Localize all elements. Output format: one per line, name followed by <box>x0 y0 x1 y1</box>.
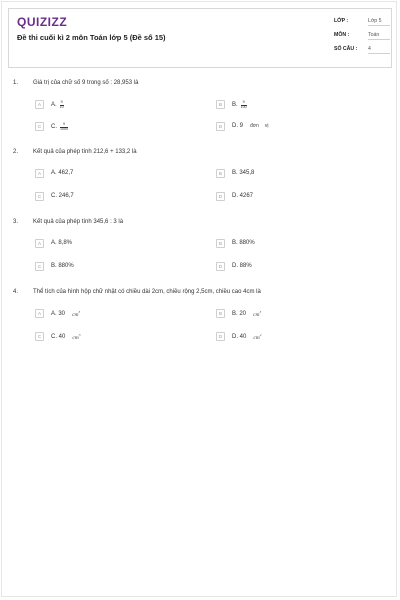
meta-label: SỐ CÂU : <box>334 46 358 52</box>
option-checkbox[interactable]: C <box>35 122 44 131</box>
option-label: A. 462,7 <box>51 170 74 176</box>
option-checkbox[interactable]: A <box>35 100 44 109</box>
option-checkbox[interactable]: A <box>35 169 44 178</box>
option-label: D. 40 <box>232 333 247 340</box>
option-unit: $cm^3$ <box>72 310 81 318</box>
meta-value: Toán <box>368 32 390 40</box>
option-label: D. 9 <box>232 123 244 129</box>
question-text: Thể tích của hình hộp chữ nhật có chiều dài 2cm, chiều rộng 2,5cm, chiều cao 4cm là <box>33 289 261 295</box>
option-label: C. <box>51 124 57 131</box>
option-checkbox[interactable]: A <box>35 309 44 318</box>
fraction: $\frac{9}{10}$ <box>59 100 64 109</box>
question-text: Kết quả của phép tính 212,6 + 133,2 là <box>33 149 137 155</box>
question-number: 1. <box>13 80 19 86</box>
option-checkbox[interactable]: B <box>216 100 225 109</box>
option-unit: vị <box>264 123 269 129</box>
question-number: 3. <box>13 219 19 225</box>
option-label: C. 246,7 <box>51 193 74 199</box>
option-label: A. 30 <box>51 310 66 317</box>
option-checkbox[interactable]: B <box>216 169 225 178</box>
option-label: A. <box>51 102 57 109</box>
option-unit: đơn <box>250 123 259 129</box>
question-text: Kết quả của phép tính 345,6 : 3 là <box>33 219 124 225</box>
meta-label: MÔN : <box>334 32 350 38</box>
option-label: D. 88% <box>232 263 252 269</box>
page-title: Đề thi cuối kì 2 môn Toán lớp 5 (Đề số 15) <box>17 33 166 42</box>
meta-value: Lớp 5 <box>368 18 390 26</box>
option-label: B. 880% <box>232 240 255 246</box>
option-label: B. 345,8 <box>232 170 255 176</box>
question-text: Giá trị của chữ số 9 trong số : 28,953 là <box>33 80 139 86</box>
worksheet-header <box>8 8 392 68</box>
option-checkbox[interactable]: B <box>216 309 225 318</box>
option-unit: $cm^3$ <box>253 310 262 318</box>
option-checkbox[interactable]: C <box>35 262 44 271</box>
fraction: $\frac{9}{100}$ <box>240 100 247 109</box>
option-checkbox[interactable]: D <box>216 262 225 271</box>
option-checkbox[interactable]: D <box>216 332 225 341</box>
question-number: 2. <box>13 149 19 155</box>
question-number: 4. <box>13 289 19 295</box>
option-label: B. 880% <box>51 263 74 269</box>
option-checkbox[interactable]: D <box>216 192 225 201</box>
option-label: D. 4267 <box>232 193 254 199</box>
option-label: B. 20 <box>232 310 247 317</box>
page <box>1 1 397 597</box>
quizizz-logo: QUIZIZZ <box>17 15 68 29</box>
option-checkbox[interactable]: C <box>35 332 44 341</box>
option-label: A. 8,8% <box>51 240 73 246</box>
option-label: C. 40 <box>51 333 66 340</box>
option-checkbox[interactable]: C <box>35 192 44 201</box>
option-checkbox[interactable]: D <box>216 122 225 131</box>
option-label: B. <box>232 102 238 109</box>
option-unit: $cm^2$ <box>253 333 262 341</box>
option-checkbox[interactable]: B <box>216 239 225 248</box>
meta-label: LỚP : <box>334 18 349 24</box>
meta-value: 4 <box>368 46 390 54</box>
option-unit: $cm^3$ <box>72 333 81 341</box>
option-checkbox[interactable]: A <box>35 239 44 248</box>
fraction: $\frac{9}{1000}$ <box>60 122 68 131</box>
